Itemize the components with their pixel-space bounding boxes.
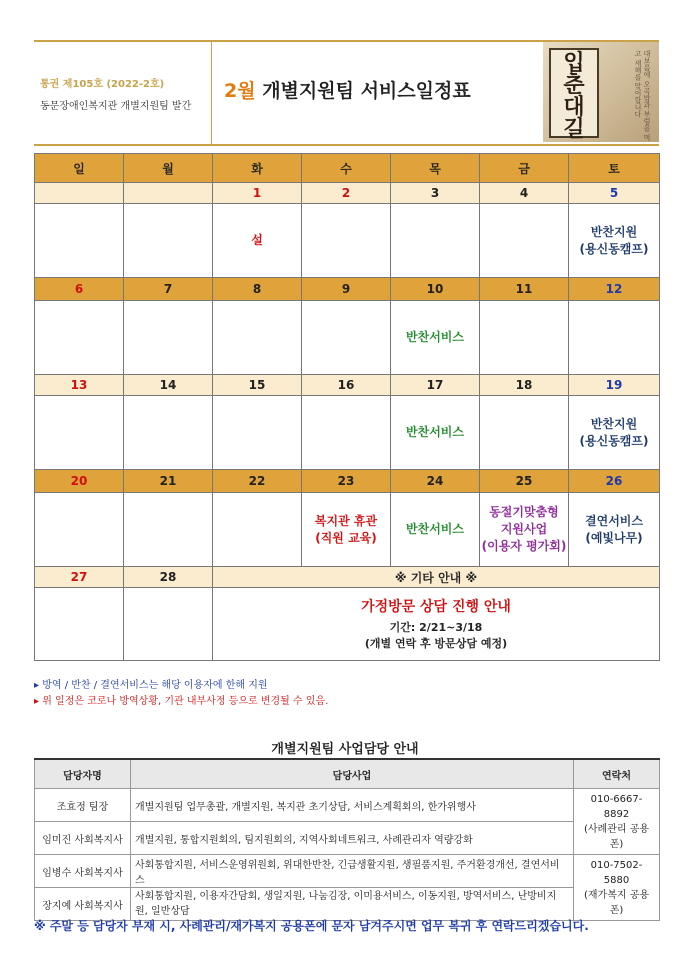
issue-info <box>34 42 212 144</box>
date-cell: 11 <box>480 278 569 301</box>
date-cell: 12 <box>569 278 660 301</box>
footer-notice: ※ 주말 등 담당자 부재 시, 사례관리/재가복지 공용폰에 문자 남겨주시면 업무 복귀 후 연락드리겠습니다. <box>34 919 589 933</box>
event-cell <box>391 204 480 278</box>
date-cell: 18 <box>480 375 569 396</box>
event-cell <box>302 493 391 567</box>
home-visit-note: (개별 연락 후 방문상담 예정) <box>364 637 508 650</box>
event-cell <box>213 493 302 567</box>
event-cell <box>569 204 660 278</box>
weekday-tue: 화 <box>213 154 302 183</box>
date-cell: 26 <box>569 470 660 493</box>
weekday-fri: 금 <box>480 154 569 183</box>
event-row <box>35 493 660 567</box>
date-cell: 6 <box>35 278 124 301</box>
issue-number: 통권 제105호 (2022-2호) <box>40 79 165 90</box>
event-cell <box>35 301 124 375</box>
event-cell <box>391 396 480 470</box>
event-cell <box>124 301 213 375</box>
event-cell <box>480 493 569 567</box>
staff-name: 장지예 사회복지사 <box>35 888 131 921</box>
date-row <box>35 375 660 396</box>
col-header-contact: 연락처 <box>574 759 660 789</box>
event-side-dish-service: 반찬서비스 <box>406 425 464 439</box>
event-cell <box>35 493 124 567</box>
event-cell <box>302 204 391 278</box>
home-visit-notice <box>213 588 660 661</box>
event-holiday: 설 <box>251 233 263 247</box>
date-cell: 1 <box>213 183 302 204</box>
event-cell <box>124 588 213 661</box>
weekday-wed: 수 <box>302 154 391 183</box>
date-cell: 20 <box>35 470 124 493</box>
contact-label: (재가복지 공용폰) <box>583 889 650 916</box>
date-row <box>35 567 660 588</box>
event-cell <box>124 396 213 470</box>
date-cell: 8 <box>213 278 302 301</box>
other-info-row <box>35 588 660 661</box>
event-winter-program: 동절기맞춤형 지원사업 (이용자 평가회) <box>481 505 567 553</box>
weekday-header-row <box>35 154 660 183</box>
event-cell <box>124 493 213 567</box>
event-cell <box>569 493 660 567</box>
date-cell: 5 <box>569 183 660 204</box>
staff-name: 임미진 사회복지사 <box>35 822 131 855</box>
event-cell <box>391 493 480 567</box>
col-header-duty: 담당사업 <box>131 759 574 789</box>
table-row <box>35 822 660 855</box>
ipchun-daegil-logo <box>543 42 659 142</box>
date-cell: 9 <box>302 278 391 301</box>
logo-text: 입 춘 대 길 <box>563 50 585 142</box>
staff-duty: 개별지원팀 업무총괄, 개별지원, 복지관 초기상담, 서비스계획회의, 한가위행사 <box>131 789 574 822</box>
date-cell: 21 <box>124 470 213 493</box>
staff-duty: 개별지원, 통합지원회의, 팀지원회의, 지역사회네트워크, 사례관리자 역량강화 <box>131 822 574 855</box>
schedule-calendar <box>34 153 660 661</box>
event-cell <box>569 301 660 375</box>
date-cell: 3 <box>391 183 480 204</box>
staff-name: 조효정 팀장 <box>35 789 131 822</box>
staff-name: 임병수 사회복지사 <box>35 855 131 888</box>
event-cell <box>480 301 569 375</box>
newsletter-header <box>34 40 659 146</box>
logo-seal <box>549 48 599 142</box>
event-cell <box>35 396 124 470</box>
date-cell: 10 <box>391 278 480 301</box>
event-side-dish-service: 반찬서비스 <box>406 522 464 536</box>
date-cell: 13 <box>35 375 124 396</box>
table-row <box>35 789 660 822</box>
event-cell <box>213 301 302 375</box>
event-row <box>35 396 660 470</box>
staff-table <box>34 758 660 921</box>
date-cell: 19 <box>569 375 660 396</box>
staff-section-title: 개별지원팀 사업담당 안내 <box>271 742 419 757</box>
date-cell <box>124 183 213 204</box>
event-cell <box>391 301 480 375</box>
staff-duty: 사회통합지원, 서비스운영위원회, 위대한반찬, 긴급생활지원, 생필품지원, 주거환경개선, 결연서비스 <box>131 855 574 888</box>
other-info-label: ※ 기타 안내 ※ <box>213 567 660 588</box>
event-row <box>35 204 660 278</box>
table-row <box>35 855 660 888</box>
weekday-mon: 월 <box>124 154 213 183</box>
weekday-sat: 토 <box>569 154 660 183</box>
date-cell: 7 <box>124 278 213 301</box>
date-cell: 17 <box>391 375 480 396</box>
issuer: 동문장애인복지관 개별지원팀 발간 <box>40 101 192 112</box>
date-cell: 2 <box>302 183 391 204</box>
date-cell: 15 <box>213 375 302 396</box>
contact-label: (사례관리 공용폰) <box>583 823 650 850</box>
home-visit-period: 기간: 2/21~3/18 <box>389 621 483 634</box>
date-cell: 14 <box>124 375 213 396</box>
date-cell: 4 <box>480 183 569 204</box>
logo-side-text: 대보름에 오곡밥과 부럼을 먹고 새해를 맞이합니다 <box>634 50 651 141</box>
col-header-name: 담당자명 <box>35 759 131 789</box>
contact-cell <box>574 855 660 921</box>
event-cell <box>35 588 124 661</box>
weekday-thu: 목 <box>391 154 480 183</box>
table-row <box>35 888 660 921</box>
date-cell: 27 <box>35 567 124 588</box>
staff-header-row <box>35 759 660 789</box>
event-sponsorship: 결연서비스 (예빛나무) <box>585 513 643 545</box>
date-cell: 28 <box>124 567 213 588</box>
event-cell <box>569 396 660 470</box>
date-cell: 24 <box>391 470 480 493</box>
date-cell: 23 <box>302 470 391 493</box>
contact-phone: 010-6667-8892 <box>590 793 643 820</box>
date-cell <box>35 183 124 204</box>
event-cell <box>213 396 302 470</box>
date-row <box>35 183 660 204</box>
note-1: ▸ 방역 / 반찬 / 결연서비스는 해당 이용자에 한해 지원 <box>34 680 268 691</box>
date-cell: 16 <box>302 375 391 396</box>
note-2: ▸ 위 일정은 코로나 방역상황, 기관 내부사정 등으로 변경될 수 있음. <box>34 696 329 707</box>
date-row <box>35 278 660 301</box>
event-side-dish-service: 반찬서비스 <box>406 330 464 344</box>
date-row <box>35 470 660 493</box>
event-cell <box>35 204 124 278</box>
contact-phone: 010-7502-5880 <box>590 859 643 886</box>
event-cell <box>302 301 391 375</box>
event-cell <box>213 204 302 278</box>
weekday-sun: 일 <box>35 154 124 183</box>
event-closed: 복지관 휴관 (직원 교육) <box>314 513 378 545</box>
title-text: 개별지원팀 서비스일정표 <box>255 80 471 102</box>
title-month: 2월 <box>224 80 256 102</box>
date-cell: 22 <box>213 470 302 493</box>
event-row <box>35 301 660 375</box>
contact-cell <box>574 789 660 855</box>
calendar-notes <box>34 678 328 710</box>
event-cell <box>480 396 569 470</box>
date-cell: 25 <box>480 470 569 493</box>
event-side-dish-support: 반찬지원 (용신동캠프) <box>579 416 649 448</box>
staff-duty: 사회통합지원, 이용자간담회, 생일지원, 나눔김장, 이미용서비스, 이동지원, 방역서비스, 난방비지원, 일반상담 <box>131 888 574 921</box>
event-cell <box>480 204 569 278</box>
page-title <box>224 76 471 103</box>
event-side-dish-support: 반찬지원 (용신동캠프) <box>579 224 649 256</box>
event-cell <box>124 204 213 278</box>
event-cell <box>302 396 391 470</box>
home-visit-title: 가정방문 상담 진행 안내 <box>361 599 511 615</box>
